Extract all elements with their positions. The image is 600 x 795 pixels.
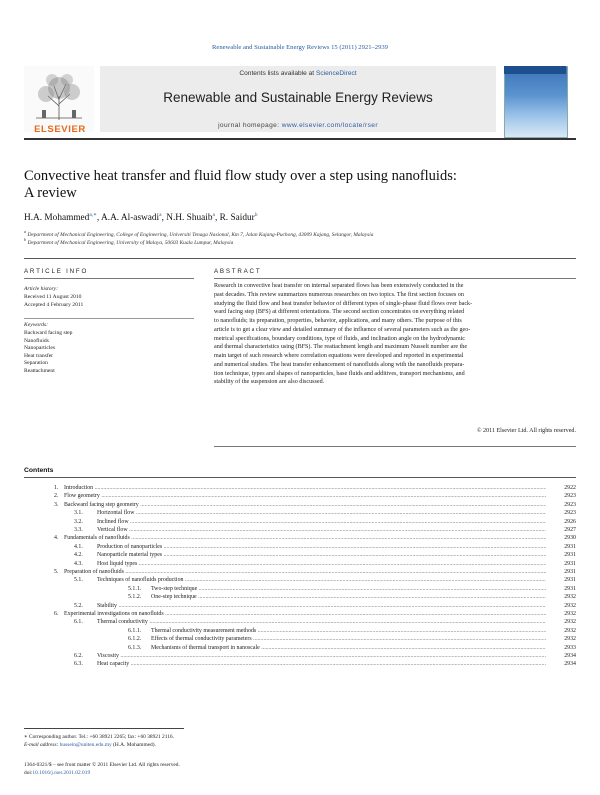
affiliation-b xyxy=(24,237,233,246)
toc-entry[interactable] xyxy=(24,551,576,559)
title-line-2: A review xyxy=(24,185,77,201)
homepage-prefix: journal homepage: xyxy=(218,122,282,129)
email-link[interactable]: hussein@uniten.edu.my xyxy=(59,742,112,748)
toc-page-number: 2932 xyxy=(564,611,576,617)
toc-number: 1. xyxy=(54,485,59,491)
toc-number: 6.1.3. xyxy=(128,644,142,651)
toc-label[interactable]: Host liquid types ..... xyxy=(97,560,546,568)
toc-number: 4. xyxy=(54,535,59,542)
toc-number: 6.3. xyxy=(74,661,83,668)
toc-number: 6.1.2. xyxy=(128,636,142,643)
abstract-heading: ABSTRACT xyxy=(214,268,262,275)
contents-heading: Contents xyxy=(24,467,54,474)
toc-label[interactable]: Experimental investigations on nanofluids ..... xyxy=(64,610,546,618)
toc-entry[interactable] xyxy=(24,484,576,492)
toc-label[interactable]: Two-step technique ..... xyxy=(151,585,546,593)
abstract-line: tion technique, types and shapes of nanoparticles, base fluids and additives, transport mechanisms, and xyxy=(214,370,465,377)
toc-page-number: 2923 xyxy=(564,501,576,508)
toc-label[interactable]: Viscosity ..... xyxy=(97,652,546,660)
author-list: H.A. Mohammed$^{a,∗}$, A.A. Al-aswadi$^a$, N.H. Shuaib$^a$, R. Saidur$^b$ xyxy=(24,212,258,224)
toc-page-number: 2931 xyxy=(564,543,576,550)
toc-number: 6.1.1. xyxy=(128,627,142,634)
affiliation-sup: a xyxy=(24,229,27,234)
toc-label[interactable]: Inclined flow ..... xyxy=(97,518,546,526)
toc-label[interactable]: Stability ..... xyxy=(97,602,546,610)
toc-number: 5.2. xyxy=(74,602,83,609)
info-divider xyxy=(24,258,576,259)
sciencedirect-link[interactable]: ScienceDirect xyxy=(315,70,357,77)
author-name[interactable]: N.H. Shuaib xyxy=(166,213,213,224)
toc-number: 6.1. xyxy=(74,619,83,626)
keywords-rule xyxy=(24,318,194,319)
abstract-body xyxy=(214,282,576,387)
toc-page-number: 2932 xyxy=(564,627,576,634)
toc-page-number: 2931 xyxy=(564,577,576,584)
abstract-line: to nanofluids; its preparation, properties, behavior, applications, and many others. The purpose of this xyxy=(214,318,462,324)
affiliation-sup: b xyxy=(24,237,27,242)
abstract-line: metrical specifications, boundary conditions, type of fluids, and inclination angle on the hydrodynamic xyxy=(214,335,465,342)
contents-prefix: Contents lists available at xyxy=(239,70,316,77)
toc-entry[interactable] xyxy=(24,652,576,660)
keyword: Nanofluids xyxy=(24,337,49,344)
contents-rule xyxy=(24,477,576,478)
toc-entry[interactable] xyxy=(24,526,576,534)
toc-number: 4.1. xyxy=(74,543,83,550)
received-date: Received 11 August 2010 xyxy=(24,294,82,300)
toc-number: 6. xyxy=(54,611,59,617)
toc-label[interactable]: Preparation of nanofluids ..... xyxy=(64,568,546,576)
issn-line: 1364-0321/$ – see front matter © 2011 Elsevier Ltd. All rights reserved. xyxy=(24,762,180,768)
toc-page-number: 2931 xyxy=(564,552,576,559)
toc-entry[interactable] xyxy=(24,509,576,517)
toc-label[interactable]: Effects of thermal conductivity parameters ..... xyxy=(151,635,546,643)
toc-page-number: 2926 xyxy=(564,518,576,525)
abstract-line: stability of the suspension are also discussed. xyxy=(214,379,325,386)
author-name[interactable]: R. Saidur xyxy=(219,213,255,224)
toc-entry[interactable] xyxy=(24,610,576,618)
toc-page-number: 2932 xyxy=(564,636,576,643)
doi-line xyxy=(24,770,90,776)
email-suffix: (H.A. Mohammed). xyxy=(111,742,156,748)
author-sup[interactable]: a,∗ xyxy=(89,212,97,218)
toc-entry[interactable] xyxy=(24,585,576,593)
toc-page-number: 2931 xyxy=(564,585,576,592)
email-note xyxy=(24,742,156,748)
abstract-line: main target of such research where correlation equations were developed and reported in experimental xyxy=(214,353,464,359)
corresponding-author-note: ∗ Corresponding author. Tel.: +60 38921 2265; fax: +60 38921 2116. xyxy=(24,734,174,740)
toc-entry[interactable] xyxy=(24,518,576,526)
toc-label[interactable]: Flow geometry ..... xyxy=(64,492,546,500)
abstract-line: studying the fluid flow and heat transfer behavior of different types of single-phase fluid flows over back- xyxy=(214,300,473,307)
homepage-link[interactable]: www.elsevier.com/locate/rser xyxy=(281,122,378,129)
toc-page-number: 2931 xyxy=(564,569,576,575)
keyword: Nanoparticles xyxy=(24,345,56,352)
toc-number: 5.1. xyxy=(74,577,83,584)
toc-page-number: 2923 xyxy=(564,493,576,500)
toc-entry[interactable] xyxy=(24,602,576,610)
toc-entry[interactable] xyxy=(24,593,576,601)
keyword: Backward facing step xyxy=(24,330,73,336)
toc-page-number: 2933 xyxy=(564,644,576,651)
history-label: Article history: xyxy=(24,286,59,292)
toc-number: 4.3. xyxy=(74,560,83,567)
keywords-label: Keywords: xyxy=(24,322,49,328)
toc-entry[interactable] xyxy=(24,644,576,652)
title-line-1: Convective heat transfer and fluid flow study over a step using nanofluids: xyxy=(24,168,457,184)
publisher-logo[interactable]: ELSEVIER xyxy=(34,124,86,135)
toc-label[interactable]: Mechanisms of thermal transport in nanoscale ..... xyxy=(151,644,546,652)
toc-label[interactable]: Thermal conductivity measurement methods ..... xyxy=(151,627,546,635)
author-sup[interactable]: a xyxy=(212,212,215,218)
elsevier-tree-icon xyxy=(24,66,94,132)
author-name[interactable]: A.A. Al-aswadi xyxy=(101,213,160,224)
toc-number: 3. xyxy=(54,501,59,508)
toc-number: 5. xyxy=(54,569,59,575)
abstract-bottom-rule xyxy=(214,446,576,447)
toc-number: 5.1.1. xyxy=(128,585,142,592)
toc-label[interactable]: Heat capacity ..... xyxy=(97,660,546,668)
article-info-heading: ARTICLE INFO xyxy=(24,268,89,275)
doi-prefix: doi: xyxy=(24,770,33,776)
toc-page-number: 2932 xyxy=(564,602,576,609)
toc-label[interactable]: Nanoparticle material types ..... xyxy=(97,551,546,559)
abstract-line: Research in convective heat transfer on internal separated flows has been extensively conducted in the xyxy=(214,283,464,289)
abstract-line: article is to get a clear view and detailed summary of the influence of several parameters such as the geo- xyxy=(214,326,471,333)
article-title xyxy=(24,168,576,202)
affiliation-text: Department of Mechanical Engineering, University of Malaya, 50603 Kuala Lumpur, Malaysia xyxy=(27,239,234,246)
abstract-line: past decades. This review summarizes numerous researches on two topics. The first section focuses on xyxy=(214,291,464,298)
toc-entry[interactable] xyxy=(24,635,576,643)
journal-title[interactable]: Renewable and Sustainable Energy Reviews xyxy=(163,90,433,105)
contents-available-line xyxy=(100,70,496,77)
article-info-rule xyxy=(24,278,194,279)
author-sup[interactable]: a xyxy=(159,212,162,218)
toc-entry[interactable] xyxy=(24,576,576,584)
toc-page-number: 2932 xyxy=(564,594,576,601)
toc-entry[interactable] xyxy=(24,543,576,551)
keyword: Separation xyxy=(24,360,48,367)
doi-link[interactable]: 10.1016/j.rser.2011.02.019 xyxy=(32,770,91,776)
toc-entry[interactable] xyxy=(24,618,576,626)
toc-entry[interactable] xyxy=(24,560,576,568)
toc-label[interactable]: One-step technique ..... xyxy=(151,593,546,601)
abstract-rule xyxy=(214,278,576,279)
running-head[interactable]: Renewable and Sustainable Energy Reviews 15 (2011) 2921–2939 xyxy=(212,44,388,51)
journal-cover-icon[interactable] xyxy=(504,66,568,138)
email-prefix: E-mail address: xyxy=(24,742,60,748)
toc-page-number: 2930 xyxy=(564,535,576,542)
toc-number: 6.2. xyxy=(74,653,83,659)
toc-label[interactable]: Thermal conductivity ..... xyxy=(97,618,546,626)
toc-number: 5.1.2. xyxy=(128,594,142,601)
toc-number: 2. xyxy=(54,493,59,500)
toc-number: 3.1. xyxy=(74,510,83,517)
footnote-rule xyxy=(24,728,184,729)
abstract-line: and thermal characteristics using (BFS). The reattachment length and maximum Nusselt number are the xyxy=(214,344,468,351)
toc-entry[interactable] xyxy=(24,534,576,542)
toc-entry[interactable] xyxy=(24,568,576,576)
abstract-line: and numerical studies. The heat transfer enhancement of nanofluids along with the nanofluids prepara- xyxy=(214,361,465,368)
toc-entry[interactable] xyxy=(24,627,576,635)
author-name[interactable]: H.A. Mohammed xyxy=(24,213,90,224)
cover-stripe xyxy=(504,66,566,74)
toc-label[interactable]: Backward facing step geometry ..... xyxy=(64,501,546,509)
toc-label[interactable]: Techniques of nanofluids production ..... xyxy=(97,576,546,584)
keyword-list xyxy=(24,330,72,376)
toc-entry[interactable] xyxy=(24,660,576,668)
journal-homepage-line xyxy=(100,122,496,129)
affiliation-text: Department of Mechanical Engineering, College of Engineering, Universiti Tenaga Nasional, Km 7, Jalan Kajang-Puchong, 43009 Kajang, Selangor, Malaysia xyxy=(27,231,374,238)
toc-page-number: 2931 xyxy=(564,560,576,567)
toc-number: 3.2. xyxy=(74,518,83,525)
toc-label[interactable]: Introduction ..... xyxy=(64,484,546,492)
toc-page-number: 2932 xyxy=(564,619,576,626)
toc-page-number: 2927 xyxy=(564,527,576,533)
abstract-line: ward facing step (BFS) at different orientations. The second section concentrates on everything related xyxy=(214,309,465,316)
toc-label[interactable]: Horizontal flow ..... xyxy=(97,509,546,517)
toc-page-number: 2922 xyxy=(564,485,576,491)
toc-label[interactable]: Production of nanoparticles ..... xyxy=(97,543,546,551)
toc-label[interactable]: Fundamentals of nanofluids ..... xyxy=(64,534,546,542)
toc-entry[interactable] xyxy=(24,492,576,500)
toc-label[interactable]: Vertical flow ..... xyxy=(97,526,546,534)
toc-number: 3.3. xyxy=(74,527,83,533)
keyword: Reattachment xyxy=(24,367,55,374)
author-sup[interactable]: b xyxy=(254,212,258,218)
copyright-notice: © 2011 Elsevier Ltd. All rights reserved. xyxy=(476,428,576,434)
toc-page-number: 2923 xyxy=(564,510,576,517)
keyword: Heat transfer xyxy=(24,352,54,359)
toc-entry[interactable] xyxy=(24,501,576,509)
accepted-date: Accepted 4 February 2011 xyxy=(24,302,84,308)
toc-number: 4.2. xyxy=(74,552,83,559)
header-divider xyxy=(24,138,576,140)
toc-page-number: 2934 xyxy=(564,661,576,668)
toc-page-number: 2934 xyxy=(564,653,576,659)
